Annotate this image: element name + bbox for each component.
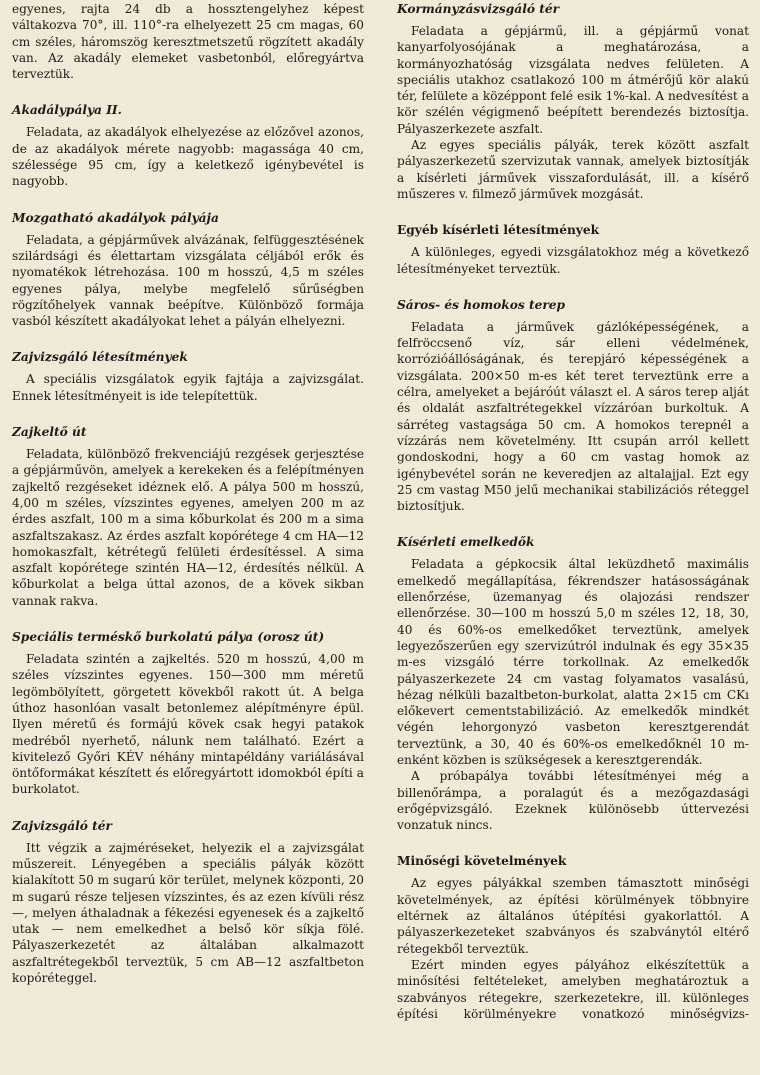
section-text-emelkedok-2: A próbapálya további létesítményei még a billenőrámpa, a poralagút és a mezőgazdasági erőgépvizsgáló. Ezeknek különösebb úttervezési vonzatuk nincs. bbox=[397, 769, 749, 833]
section-text-saros: Feladata a járművek gázlóképességének, a felfröccsenő víz, sár elleni védelmének, korrózióállóságának, és terepjáró képességének a vizsgálata. 200×50 m-es két teret terveztünk erre a célra, amelyeket a bejáróút választ el. A sáros terep alját és oldalát aszfaltrétegekkel vízzáróan burkoltuk. A sárréteg vastagsága 50 cm. A homokos terepnél a vízzárás nem követelmény. Itt csupán arról kellett gondoskodni, hogy a 60 cm vastag homok az igénybevétel során ne keveredjen az altalajjal. Ezt egy 25 cm vastag M50 jelű mechanikai stabilizációs réteggel biztosítjuk. bbox=[397, 319, 749, 514]
section-text-akadalypalya: Feladata, az akadályok elhelyezése az előzővel azonos, de az akadályok mérete nagyobb: magassága 40 cm, szélessége 95 cm, így a keletkező igénybevétel is nagyobb. bbox=[12, 125, 364, 189]
section-text-kormanyzas-2: Az egyes speciális pályák, terek között aszfalt pályaszerkezetű szervizutak vannak, amelyek biztosítják a kísérleti járművek visszafordulását, ill. a kísérő műszeres v. filmező járművek mozgását. bbox=[397, 138, 749, 201]
right-column bbox=[397, 0, 749, 1022]
section-heading-zajvizsgalo-ter: Zajvizsgáló tér bbox=[12, 818, 112, 833]
section-text-mozgathato: Feladata, a gépjárművek alvázának, felfüggesztésének szilárdsági és élettartam vizsgálata céljából erők és nyomatékok létrehozása. 100 m hosszú, 4,5 m széles egyenes pálya, melybe megfelelő sűrűségben rögzítőhelyek vannak beépítve. Különböző formája vasból készített akadályokat lehet a pályán elhelyezni. bbox=[12, 232, 364, 329]
section-text-minosegi-2: Ezért minden egyes pályához elkészítettük a minősítési feltételeket, amelyben meghatároztuk a szabványos rétegekre, szerkezetekre, ill. különleges építési körülményekre vonatkozó minőségvizs- bbox=[397, 957, 749, 1021]
section-text-zajvizsgalo-letesitmenyek: A speciális vizsgálatok egyik fajtája a zajvizsgálat. Ennek létesítményeit is ide telepítettük. bbox=[12, 372, 364, 403]
section-heading-saros: Sáros- és homokos terep bbox=[397, 297, 566, 312]
section-heading-egyeb: Egyéb kísérleti létesítmények bbox=[397, 223, 600, 238]
section-text-egyeb: A különleges, egyedi vizsgálatokhoz még a következő létesítményeket terveztük. bbox=[397, 245, 749, 276]
section-heading-emelkedok: Kísérleti emelkedők bbox=[397, 535, 535, 550]
section-heading-termesko: Speciális terméskő burkolatú pálya (orosz út) bbox=[12, 630, 325, 645]
section-text-emelkedok: Feladata a gépkocsik által leküzdhető maximális emelkedő megállapítása, fékrendszer hatásosságának ellenőrzése, üzemanyag és olajozási rendszer ellenőrzése. 30—100 m hosszú 5,0 m széles 12, 18, 30, 40 és 60%-os emelkedőket terveztünk, amelyek legyezőszerűen egy szervizútról indulnak és egy 35×35 m-es vizsgáló térre torkollnak. Az emelkedők pályaszerkezete 24 cm vastag folyamatos vasalású, hézag nélküli bazaltbeton-burkolat, alatta 2×15 cm CKı előkevert cementstabilizáció. Az emelkedők mindkét végén lehorgonyzó vasbeton keresztgerendát terveztünk, a 30, 40 és 60%-os emelkedőknél 10 m-enként közben is szükségesek a keresztgerendák. bbox=[397, 557, 749, 767]
section-heading-zajvizsgalo-letesitmenyek: Zajvizsgáló létesítmények bbox=[12, 350, 188, 365]
section-heading-kormanyzas: Kormányzásvizsgáló tér bbox=[397, 2, 560, 16]
section-heading-zajkelto-ut: Zajkeltő út bbox=[12, 425, 87, 440]
section-text-termesko: Feladata szintén a zajkeltés. 520 m hosszú, 4,00 m széles vízszintes egyenes. 150—300 mm méretű legömbölyített, görgetett kövekből rakott út. A belga úthoz hasonlóan vasalt betonlemez alépítményre épül. Ilyen méretű és formájú kövek csak hegyi patakok medréből nyerhető, nálunk nem található. Ezért a kivitelező Győri KÉV néhány mintapéldány variálásával öntőformákat készített és előregyártott idomokból építi a burkolatot. bbox=[12, 652, 364, 797]
section-heading-minosegi: Minőségi követelmények bbox=[397, 854, 567, 869]
section-text-zajvizsgalo-ter: Itt végzik a zajméréseket, helyezik el a zajvizsgálat műszereit. Lényegében a speciális pályák között kialakított 50 m sugarú kör terület, melynek központi, 20 m sugarú része teljesen vízszintes, és az ezen kívüli rész —, melyen áthaladnak a fékezési egyenesek és a zajkeltő utak — nem emelkedhet a belső kör síkja fölé. Pályaszerkezetét az általában alkalmazott aszfaltrétegekből terveztük, 5 cm AB—12 aszfaltbeton kopóréteggel. bbox=[12, 840, 364, 986]
section-heading-mozgathato: Mozgatható akadályok pályája bbox=[12, 210, 219, 225]
intro-paragraph: egyenes, rajta 24 db a hossztengelyhez képest váltakozva 70°, ill. 110°-ra elhelyezett 25 cm magas, 60 cm széles, háromszög keresztmetszetű rögzített akadály van. Az akadály elemeket vasbetonból, előregyártva terveztük. bbox=[12, 2, 364, 82]
section-text-zajkelto-ut: Feladata, különböző frekvenciájú rezgések gerjesztése a gépjárművön, amelyek a kerekeken és a felépítményen zajkeltő rezgéseket idéznek elő. A pálya 500 m hosszú, 4,00 m széles, vízszintes egyenes, amelyen 200 m az érdes aszfalt, 100 m a sima kőburkolat és 200 m a sima aszfaltszakasz. Az érdes aszfalt kopórétege 4 cm HA—12 homokaszfalt, kétrétegű felületi érdesítéssel. A sima aszfalt kopórétege szintén HA—12, érdesítés nélkül. A kőburkolat a belga úttal azonos, de a kövek sikban vannak rakva. bbox=[12, 447, 364, 608]
left-column bbox=[12, 0, 364, 986]
section-text-minosegi: Az egyes pályákkal szemben támasztott minőségi követelmények, az építési körülmények többnyire eltérnek az általános útépítési gyakorlattól. A pályaszerkezeteket szabványos és szabványtól eltérő rétegekből terveztük. bbox=[397, 876, 749, 956]
section-text-kormanyzas: Feladata a gépjármű, ill. a gépjármű vonat kanyarfolyosójának a meghatározása, a kormányozhatóság vizsgálata nedves felületen. A speciális utakhoz csatlakozó 100 m átmérőjű kör alakú tér, felülete a középpont felé esik 1%-kal. A nedvesítést a kör szélén végigmenő beépített berendezés biztosítja. Pályaszerkezete aszfalt. bbox=[397, 24, 749, 136]
section-heading-akadalypalya: Akadálypálya II. bbox=[12, 103, 122, 118]
